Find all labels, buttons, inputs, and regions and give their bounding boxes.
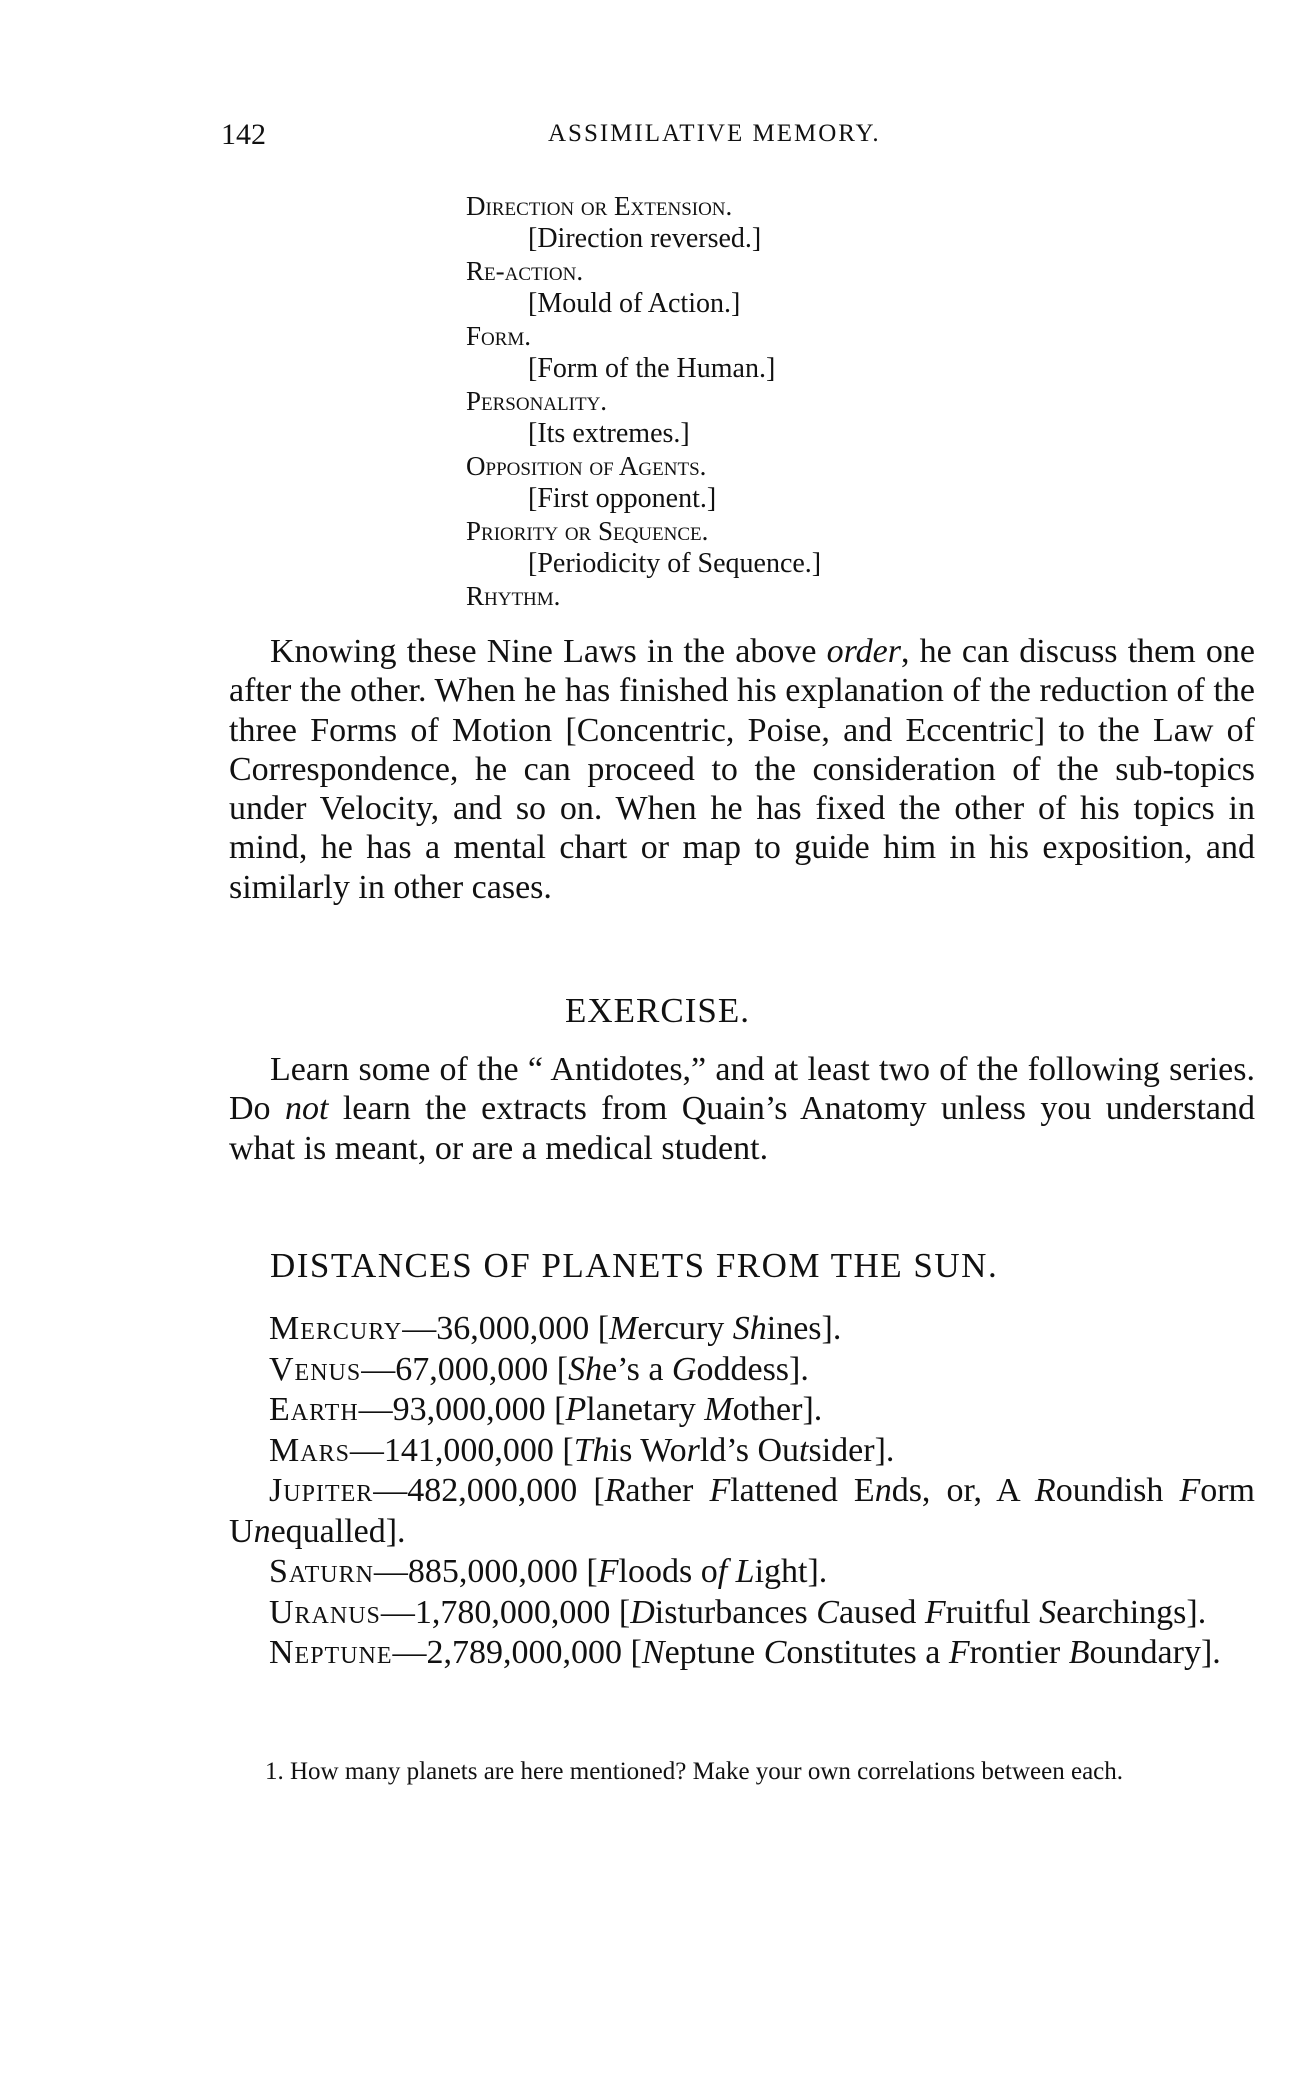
planet-entry	[229, 1633, 1255, 1674]
mnemonic-text: eptune	[664, 1634, 764, 1671]
planet-mnemonic	[586, 1553, 827, 1590]
planet-distance: —93,000,000	[358, 1391, 555, 1428]
mnemonic-letter: F	[924, 1593, 946, 1631]
emphasis-text: order	[826, 633, 901, 670]
mnemonic-letter: C	[763, 1634, 787, 1671]
mnemonic-text: orm U	[229, 1472, 1255, 1550]
planet-name: Jupiter	[269, 1472, 374, 1509]
paragraph-text: Knowing these Nine Laws in the above	[270, 633, 827, 670]
mnemonic-text: ight].	[754, 1553, 828, 1590]
mnemonic-text: equalled].	[270, 1512, 406, 1550]
mnemonic-text: other].	[732, 1391, 823, 1428]
mnemonic-text: ds, or, A	[891, 1472, 1035, 1509]
mnemonic-letter: M	[704, 1391, 733, 1428]
mnemonic-letter: F	[709, 1472, 731, 1509]
mnemonic-letter: P	[565, 1391, 587, 1428]
law-gloss: [First opponent.]	[528, 483, 717, 514]
mnemonic-letter: F	[1179, 1472, 1201, 1509]
mnemonic-letter: D	[630, 1593, 655, 1631]
mnemonic-letter: n	[874, 1472, 892, 1509]
running-title: ASSIMILATIVE MEMORY.	[548, 120, 881, 147]
mnemonic-text: loods o	[618, 1553, 718, 1590]
planet-entry	[229, 1552, 1255, 1593]
mnemonic-text: earchings].	[1056, 1593, 1207, 1631]
law-gloss: [Periodicity of Sequence.]	[528, 548, 822, 579]
emphasis-text: not	[284, 1090, 329, 1128]
planet-list	[229, 1309, 1255, 1674]
planet-distance: —885,000,000	[373, 1553, 587, 1590]
law-gloss: [Its extremes.]	[528, 418, 690, 449]
mnemonic-letter: R	[604, 1472, 626, 1509]
law-gloss: [Direction reversed.]	[528, 223, 762, 254]
laws-list	[466, 190, 1026, 612]
mnemonic-text: isturbances	[654, 1593, 817, 1631]
mnemonic-letter: R	[1034, 1472, 1056, 1509]
mnemonic-text: ld’s Ou	[699, 1431, 800, 1469]
mnemonic-text: lanetary	[586, 1391, 705, 1428]
mnemonic-text: onstitutes a	[786, 1634, 949, 1671]
law-gloss: [Mould of Action.]	[528, 288, 741, 319]
law-title: Direction or Extension.	[466, 191, 733, 221]
planet-entry	[229, 1390, 1255, 1431]
planet-distance: —36,000,000	[402, 1310, 598, 1347]
law-title: Form.	[466, 321, 532, 351]
planet-distance: —1,780,000,000	[380, 1593, 619, 1631]
mnemonic-text: is Wo	[609, 1431, 687, 1469]
planet-entry	[229, 1593, 1255, 1634]
planet-name: Neptune	[269, 1634, 393, 1671]
mnemonic-letter: S	[1039, 1593, 1057, 1631]
page-number: 142	[221, 118, 266, 151]
mnemonic-text: [	[618, 1593, 631, 1631]
mnemonic-text: e’s a	[602, 1350, 672, 1388]
mnemonic-text: [	[593, 1472, 605, 1509]
mnemonic-text: [	[597, 1310, 610, 1347]
paragraph-text: learn the extracts from Quain’s Anatomy unless you understand what is meant, or are a medical student.	[229, 1090, 1255, 1167]
planet-mnemonic	[557, 1351, 809, 1388]
mnemonic-text: ather	[625, 1472, 710, 1509]
mnemonic-letter: Th	[573, 1431, 610, 1469]
planet-distance: —2,789,000,000	[392, 1634, 631, 1671]
law-gloss: [Form of the Human.]	[528, 353, 776, 384]
law-title: Re-action.	[466, 256, 584, 286]
planet-mnemonic	[554, 1391, 822, 1428]
planet-name: Mars	[269, 1431, 350, 1469]
mnemonic-text: lattened E	[730, 1472, 875, 1509]
section-heading: DISTANCES OF PLANETS FROM THE SUN.	[270, 1246, 999, 1285]
mnemonic-text	[727, 1553, 736, 1590]
law-title: Rhythm.	[466, 581, 561, 611]
mnemonic-text: oundish	[1055, 1472, 1180, 1509]
mnemonic-letter: B	[1068, 1634, 1090, 1671]
body-paragraph	[229, 632, 1255, 907]
mnemonic-letter: F	[597, 1553, 619, 1590]
mnemonic-text: oddess].	[696, 1350, 809, 1388]
mnemonic-letter: n	[253, 1512, 271, 1550]
mnemonic-letter: L	[735, 1553, 755, 1590]
mnemonic-letter: Sh	[732, 1310, 767, 1347]
exercise-paragraph	[229, 1050, 1255, 1168]
mnemonic-text: sider].	[808, 1431, 895, 1469]
mnemonic-letter: f	[717, 1553, 728, 1590]
planet-name: Earth	[269, 1391, 359, 1428]
paragraph-text: , he can discuss them one after the other. When he has finished his explanation of the reduction of the three Forms of Motion [Concentric, Poise, and Eccentric] to the Law of Correspondence, he can proceed to the consideration of the sub-topics under Velocity, and so on. When he has fixed the other of his topics in mind, he has a mental chart or map to guide him in his exposition, and similarly in other cases.	[229, 633, 1255, 906]
mnemonic-text: ruitful	[945, 1593, 1040, 1631]
law-title: Personality.	[466, 386, 608, 416]
mnemonic-letter: N	[641, 1634, 665, 1671]
planet-distance: —482,000,000	[373, 1472, 594, 1509]
mnemonic-letter: Sh	[568, 1350, 603, 1388]
mnemonic-text: [	[562, 1431, 574, 1469]
planet-distance: —141,000,000	[349, 1431, 563, 1469]
mnemonic-text: [	[630, 1634, 642, 1671]
mnemonic-letter: M	[609, 1310, 638, 1347]
mnemonic-text: aused	[838, 1593, 925, 1631]
mnemonic-text: [	[556, 1350, 569, 1388]
mnemonic-letter: C	[816, 1593, 839, 1631]
planet-entry	[229, 1309, 1255, 1350]
mnemonic-text: oundary].	[1089, 1634, 1221, 1671]
planet-name: Mercury	[269, 1310, 403, 1347]
mnemonic-text: ines].	[766, 1310, 842, 1347]
planet-distance: —67,000,000	[361, 1350, 557, 1388]
mnemonic-letter: t	[799, 1431, 809, 1469]
mnemonic-letter: F	[948, 1634, 970, 1671]
planet-name: Saturn	[269, 1553, 374, 1590]
planet-entry	[229, 1350, 1255, 1391]
footnote: 1. How many planets are here mentioned? Make your own correlations between each.	[265, 1758, 1124, 1785]
planet-entry	[229, 1431, 1255, 1472]
paragraph-text: Learn some of the “ Antidotes,” and at least two of the following series. Do	[229, 1051, 1255, 1128]
mnemonic-letter: r	[686, 1431, 700, 1469]
planet-name: Venus	[269, 1350, 362, 1388]
mnemonic-text: [	[586, 1553, 598, 1590]
running-head	[0, 118, 1315, 158]
planet-mnemonic	[619, 1594, 1206, 1631]
mnemonic-text: rontier	[969, 1634, 1069, 1671]
exercise-heading: EXERCISE.	[565, 991, 750, 1030]
planet-mnemonic	[562, 1432, 894, 1469]
planet-mnemonic	[598, 1310, 842, 1347]
mnemonic-letter: G	[671, 1350, 697, 1388]
mnemonic-text: ercury	[637, 1310, 733, 1347]
law-title: Priority or Sequence.	[466, 516, 709, 546]
planet-entry	[229, 1471, 1255, 1552]
law-title: Opposition of Agents.	[466, 451, 707, 481]
planet-name: Uranus	[269, 1593, 381, 1631]
planet-mnemonic	[631, 1634, 1221, 1671]
mnemonic-text: [	[554, 1391, 566, 1428]
